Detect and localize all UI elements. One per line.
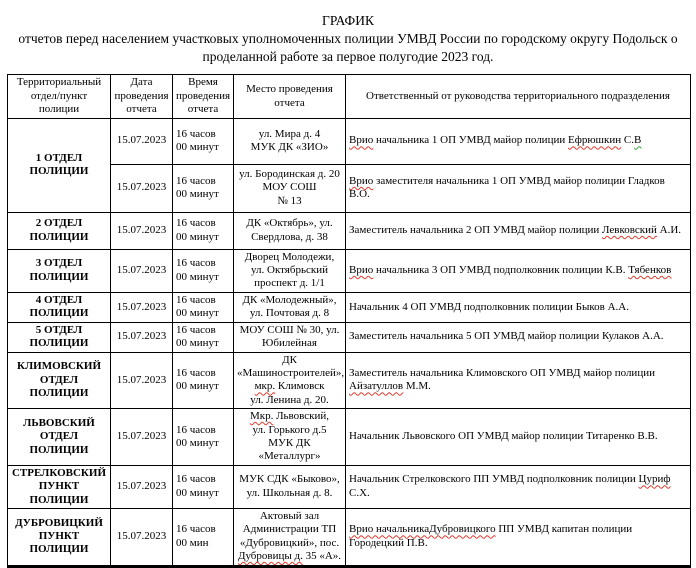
table-row <box>8 118 691 164</box>
column-header-territorial-unit: Территориальный отдел/пункт полиции <box>8 75 111 118</box>
cell-date: 15.07.2023 <box>111 508 173 566</box>
cell-date: 15.07.2023 <box>111 212 173 249</box>
cell-unit: 2 ОТДЕЛ ПОЛИЦИИ <box>8 212 111 249</box>
cell-time: 16 часов 00 минут <box>173 249 234 292</box>
table-row <box>8 508 691 566</box>
cell-responsible: Начальник Львовского ОП УМВД майор полиции Титаренко В.В. <box>346 409 691 466</box>
cell-place: ул. Бородинская д. 20 МОУ СОШ № 13 <box>234 164 346 212</box>
title-line-2: отчетов перед населением участковых уполномоченных полиции УМВД России по городскому округу Подольск о <box>18 30 678 46</box>
cell-date: 15.07.2023 <box>111 322 173 352</box>
schedule-table <box>7 74 691 567</box>
cell-unit: КЛИМОВСКИЙ ОТДЕЛ ПОЛИЦИИ <box>8 352 111 409</box>
cell-unit: 5 ОТДЕЛ ПОЛИЦИИ <box>8 322 111 352</box>
cell-unit: 4 ОТДЕЛ ПОЛИЦИИ <box>8 292 111 322</box>
cell-responsible: Начальник 4 ОП УМВД подполковник полиции Быков А.А. <box>346 292 691 322</box>
cell-place: Дворец Молодежи, ул. Октябрьский проспект д. 1/1 <box>234 249 346 292</box>
title-line-1: ГРАФИК <box>322 13 374 28</box>
cell-unit: ЛЬВОВСКИЙ ОТДЕЛ ПОЛИЦИИ <box>8 409 111 466</box>
cell-place: Актовый зал Администрации ТП «Дубровицкий», пос. Дубровицы д. 35 «А». <box>234 508 346 566</box>
cell-time: 16 часов 00 минут <box>173 409 234 466</box>
table-row <box>8 409 691 466</box>
title-line-3: проделанной работе за первое полугодие 2023 год. <box>202 48 494 64</box>
header-row <box>8 75 691 118</box>
table-row <box>8 292 691 322</box>
cell-responsible: Врио заместителя начальника 1 ОП УМВД майор полиции Гладков В.О. <box>346 164 691 212</box>
cell-time: 16 часов 00 минут <box>173 322 234 352</box>
cell-place: ул. Мира д. 4 МУК ДК «ЗИО» <box>234 118 346 164</box>
cell-time: 16 часов 00 минут <box>173 465 234 508</box>
column-header-time: Время проведения отчета <box>173 75 234 118</box>
table-row <box>8 212 691 249</box>
cell-responsible: Начальник Стрелковского ПП УМВД подполковник полиции Цуриф С.Х. <box>346 465 691 508</box>
table-row <box>8 164 691 212</box>
cell-time: 16 часов 00 минут <box>173 292 234 322</box>
cell-date: 15.07.2023 <box>111 465 173 508</box>
column-header-place: Место проведения отчета <box>234 75 346 118</box>
cell-date: 15.07.2023 <box>111 118 173 164</box>
document-title <box>0 0 696 65</box>
table-row <box>8 249 691 292</box>
cell-time: 16 часов 00 минут <box>173 352 234 409</box>
table-row <box>8 352 691 409</box>
cell-place: МУК СДК «Быково», ул. Школьная д. 8. <box>234 465 346 508</box>
cell-place: ДК «Машиностроителей», мкр. Климовск ул. Ленина д. 20. <box>234 352 346 409</box>
cell-date: 15.07.2023 <box>111 352 173 409</box>
cell-date: 15.07.2023 <box>111 409 173 466</box>
table-row <box>8 322 691 352</box>
cell-time: 16 часов 00 минут <box>173 164 234 212</box>
cell-responsible: Врио начальника 3 ОП УМВД подполковник полиции К.В. Тябенков <box>346 249 691 292</box>
cell-place: ДК «Октябрь», ул. Свердлова, д. 38 <box>234 212 346 249</box>
cell-place: ДК «Молодежный», ул. Почтовая д. 8 <box>234 292 346 322</box>
cell-responsible: Заместитель начальника 2 ОП УМВД майор полиции Левковский А.И. <box>346 212 691 249</box>
cell-date: 15.07.2023 <box>111 164 173 212</box>
cell-unit: 3 ОТДЕЛ ПОЛИЦИИ <box>8 249 111 292</box>
cell-time: 16 часов 00 минут <box>173 118 234 164</box>
cell-place: МОУ СОШ № 30, ул. Юбилейная <box>234 322 346 352</box>
cell-responsible: Врио начальникаДубровицкого ПП УМВД капитан полиции Городецкий П.В. <box>346 508 691 566</box>
column-header-date: Дата проведения отчета <box>111 75 173 118</box>
cell-responsible: Заместитель начальника 5 ОП УМВД майор полиции Кулаков А.А. <box>346 322 691 352</box>
cell-unit: ДУБРОВИЦКИЙ ПУНКТ ПОЛИЦИИ <box>8 508 111 566</box>
table-row <box>8 465 691 508</box>
column-header-responsible: Ответственный от руководства территориального подразделения <box>346 75 691 118</box>
cell-responsible: Заместитель начальника Климовского ОП УМВД майор полиции Айзатуллов М.М. <box>346 352 691 409</box>
cell-date: 15.07.2023 <box>111 292 173 322</box>
cell-date: 15.07.2023 <box>111 249 173 292</box>
cell-unit: СТРЕЛКОВСКИЙ ПУНКТ ПОЛИЦИИ <box>8 465 111 508</box>
cell-unit: 1 ОТДЕЛ ПОЛИЦИИ <box>8 118 111 212</box>
cell-time: 16 часов 00 минут <box>173 212 234 249</box>
cell-place: Мкр. Львовский, ул. Горького д.5 МУК ДК «Металлург» <box>234 409 346 466</box>
cell-time: 16 часов 00 мин <box>173 508 234 566</box>
cell-responsible: Врио начальника 1 ОП УМВД майор полиции Ефрюшкин С.В <box>346 118 691 164</box>
